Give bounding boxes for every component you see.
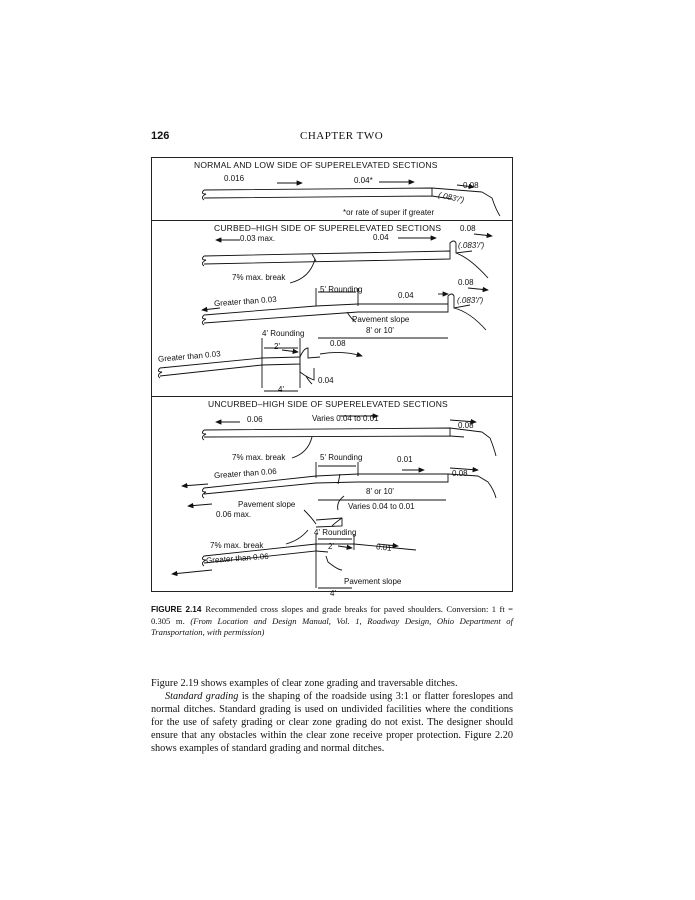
slope-label: 0.08 xyxy=(330,339,346,348)
slope-label: 0.08 xyxy=(463,181,479,190)
footnote-label: *or rate of super if greater xyxy=(343,208,435,217)
slope-label: 0.016 xyxy=(224,174,245,183)
varies-label: Varies 0.04 to 0.01 xyxy=(348,502,415,511)
curbed-section-heading: CURBED–HIGH SIDE OF SUPERELEVATED SECTIONS xyxy=(214,223,442,233)
slope-label: Greater than 0.03 xyxy=(213,294,277,309)
slope-label: Greater than 0.06 xyxy=(205,551,269,566)
slope-label: 0.06 xyxy=(247,415,263,424)
rounding-label: 5' Rounding xyxy=(320,453,363,462)
grade-break-label: 7% max. break xyxy=(232,453,286,462)
figure-label: FIGURE 2.14 xyxy=(151,605,202,614)
slope-label: 0.06 max. xyxy=(216,510,252,519)
dimension-label: 4' xyxy=(278,385,284,394)
caption-text: Recommended cross slopes and grade breaks for paved shoulders. Conversion: 1 ft = 0.305 m. xyxy=(151,604,513,626)
dimension-label: 2' xyxy=(274,342,280,351)
dimension-label: 2' xyxy=(328,542,334,551)
slope-label: 0.04 xyxy=(398,291,414,300)
term-emphasis: Standard grading xyxy=(165,691,239,703)
slope-label: 0.03 max. xyxy=(240,234,276,243)
rounding-label: 5' Rounding xyxy=(320,285,363,294)
slope-label: (.083'/') xyxy=(458,241,485,250)
chapter-title: CHAPTER TWO xyxy=(300,130,384,142)
body-text xyxy=(151,677,513,756)
slope-label: (.083'/') xyxy=(457,296,484,305)
slope-label: Greater than 0.03 xyxy=(157,349,221,364)
normal-section-heading: NORMAL AND LOW SIDE OF SUPERELEVATED SECTIONS xyxy=(194,160,438,170)
figure-caption xyxy=(151,604,513,639)
slope-label: Greater than 0.06 xyxy=(213,466,277,481)
curbed-b-drawing xyxy=(202,285,488,338)
slope-label: 0.01 xyxy=(397,455,413,464)
slope-label: 0.01 xyxy=(375,542,393,553)
slope-label: 0.04* xyxy=(354,176,373,185)
slope-label: 0.08 xyxy=(458,278,474,287)
paragraph-text: is the shaping of the roadside using 3:1 or flatter foreslopes and normal ditches. Standard grading is used on undivided facilities where the conditions for the use of safety grading or clear zone grading do not exist. The designer should ensure that any obstacles within the clear zone receive proper protection. Figure 2.20 shows examples of standard grading and normal ditches. xyxy=(151,691,514,755)
slope-label: 0.04 xyxy=(318,376,334,385)
rounding-label: 4' Rounding xyxy=(314,528,357,537)
page-number: 126 xyxy=(151,130,170,142)
dimension-label: 4' xyxy=(330,589,336,598)
uncurbed-section-heading: UNCURBED–HIGH SIDE OF SUPERELEVATED SECTIONS xyxy=(208,399,448,409)
pavement-slope-label: Pavement slope xyxy=(238,500,296,509)
pavement-slope-label: Pavement slope xyxy=(344,577,402,586)
slope-label: 0.08 xyxy=(460,224,476,233)
width-label: 8' or 10' xyxy=(366,326,394,335)
slope-label: 0.08 xyxy=(452,469,468,478)
slope-label: 0.04 xyxy=(373,233,389,242)
slope-label: 0.08 xyxy=(458,421,474,430)
rounding-label: 4' Rounding xyxy=(262,329,305,338)
section-divider xyxy=(152,396,512,397)
figure-2-14 xyxy=(151,157,513,598)
slope-label: Varies 0.04 to 0.01 xyxy=(312,414,379,423)
paragraph: Figure 2.19 shows examples of clear zone grading and traversable ditches. xyxy=(151,678,458,689)
uncurbed-b-drawing xyxy=(182,462,496,500)
grade-break-label: 7% max. break xyxy=(210,541,264,550)
pavement-slope-label: Pavement slope xyxy=(352,315,410,324)
paragraph xyxy=(151,690,513,755)
grade-break-label: 7% max. break xyxy=(232,273,286,282)
caption-source: (From Location and Design Manual, Vol. 1, Roadway Design, Ohio Department of Transportation, with permission) xyxy=(151,615,513,637)
slope-label: (.083'/') xyxy=(437,190,465,205)
section-divider xyxy=(152,220,512,221)
width-label: 8' or 10' xyxy=(366,487,394,496)
